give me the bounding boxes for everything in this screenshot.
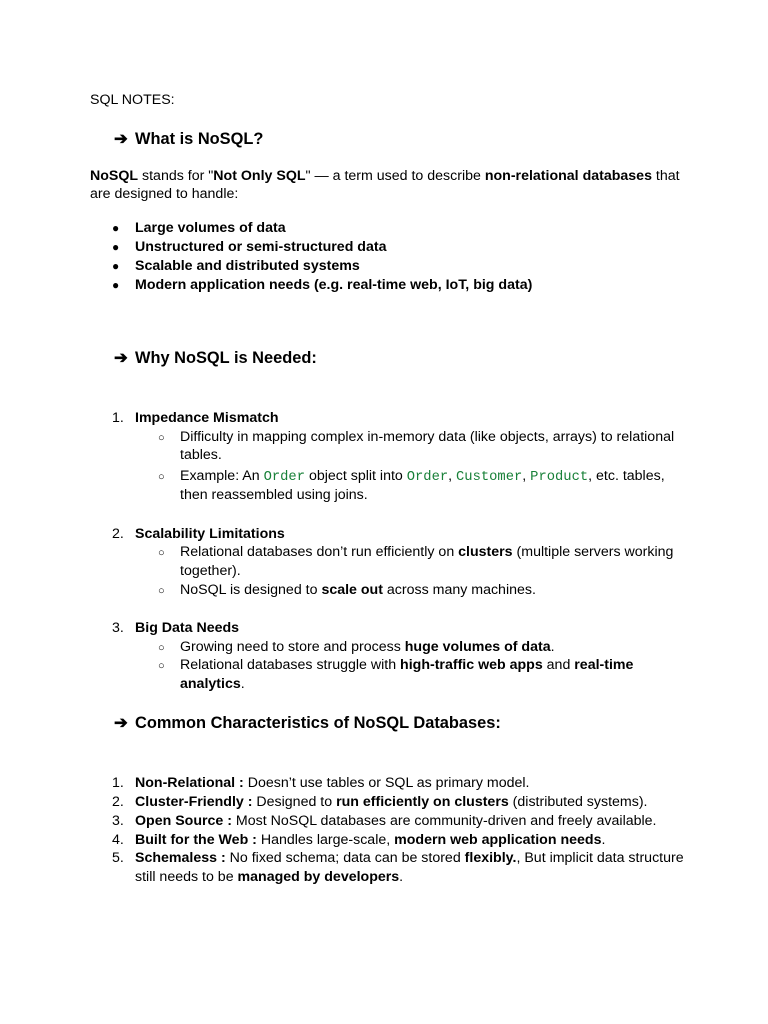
circle-bullet-icon: ○ [158, 642, 165, 654]
numbered-item-title: 3. Big Data Needs [112, 620, 240, 636]
sub-item: ○ Growing need to store and process huge volumes of data. [158, 638, 555, 658]
doc-title: SQL NOTES: [90, 92, 175, 108]
section-heading-what-is-nosql [114, 128, 263, 150]
arrow-icon: ➔ [114, 130, 128, 148]
arrow-icon: ➔ [114, 714, 128, 732]
circle-bullet-icon: ○ [158, 547, 165, 559]
heading-text: Why NoSQL is Needed: [135, 349, 317, 367]
bullet-icon: ● [112, 278, 120, 292]
list-item: ● Scalable and distributed systems [112, 258, 360, 274]
list-item: 5. Schemaless : No fixed schema; data can be stored flexibly., But implicit data structure [112, 850, 684, 866]
circle-bullet-icon: ○ [158, 471, 165, 483]
section-heading-characteristics [114, 712, 501, 734]
sub-item: ○ Relational databases don’t run efficiently on clusters (multiple servers working [158, 543, 673, 563]
list-item: 2. Cluster-Friendly : Designed to run efficiently on clusters (distributed systems). [112, 794, 648, 810]
section-heading-why-nosql [114, 347, 317, 369]
intro-paragraph-line2: are designed to handle: [90, 186, 239, 202]
list-item-continuation: still needs to be managed by developers. [135, 869, 404, 885]
sub-item: ○ NoSQL is designed to scale out across many machines. [158, 581, 536, 601]
list-item: 3. Open Source : Most NoSQL databases are community-driven and freely available. [112, 813, 657, 829]
bullet-icon: ● [112, 221, 120, 235]
list-item: 1. Non-Relational : Doesn’t use tables or SQL as primary model. [112, 775, 530, 791]
sub-item-continuation: together). [180, 563, 241, 579]
circle-bullet-icon: ○ [158, 432, 165, 444]
bullet-icon: ● [112, 259, 120, 273]
list-item: ● Unstructured or semi-structured data [112, 239, 387, 255]
list-item: ● Large volumes of data [112, 220, 286, 236]
bullet-icon: ● [112, 240, 120, 254]
list-item: ● Modern application needs (e.g. real-time web, IoT, big data) [112, 277, 533, 293]
sub-item-continuation: analytics. [180, 676, 245, 692]
circle-bullet-icon: ○ [158, 585, 165, 597]
list-item: 4. Built for the Web : Handles large-scale, modern web application needs. [112, 832, 606, 848]
circle-bullet-icon: ○ [158, 660, 165, 672]
sub-item: ○ Relational databases struggle with high-traffic web apps and real-time [158, 656, 633, 676]
numbered-item-title: 2. Scalability Limitations [112, 526, 285, 542]
sub-item: ○ Difficulty in mapping complex in-memory data (like objects, arrays) to relational [158, 428, 674, 448]
sub-item: ○ Example: An Order object split into Order, Customer, Product, etc. tables, [158, 468, 665, 485]
arrow-icon: ➔ [114, 349, 128, 367]
intro-paragraph-line1: NoSQL stands for "Not Only SQL" — a term used to describe non-relational databases that [90, 168, 680, 184]
numbered-item-title: 1. Impedance Mismatch [112, 410, 279, 426]
sub-item-continuation: tables. [180, 447, 222, 463]
heading-text: Common Characteristics of NoSQL Databases: [135, 714, 501, 732]
sub-item-continuation: then reassembled using joins. [180, 487, 368, 503]
heading-text: What is NoSQL? [135, 130, 264, 148]
